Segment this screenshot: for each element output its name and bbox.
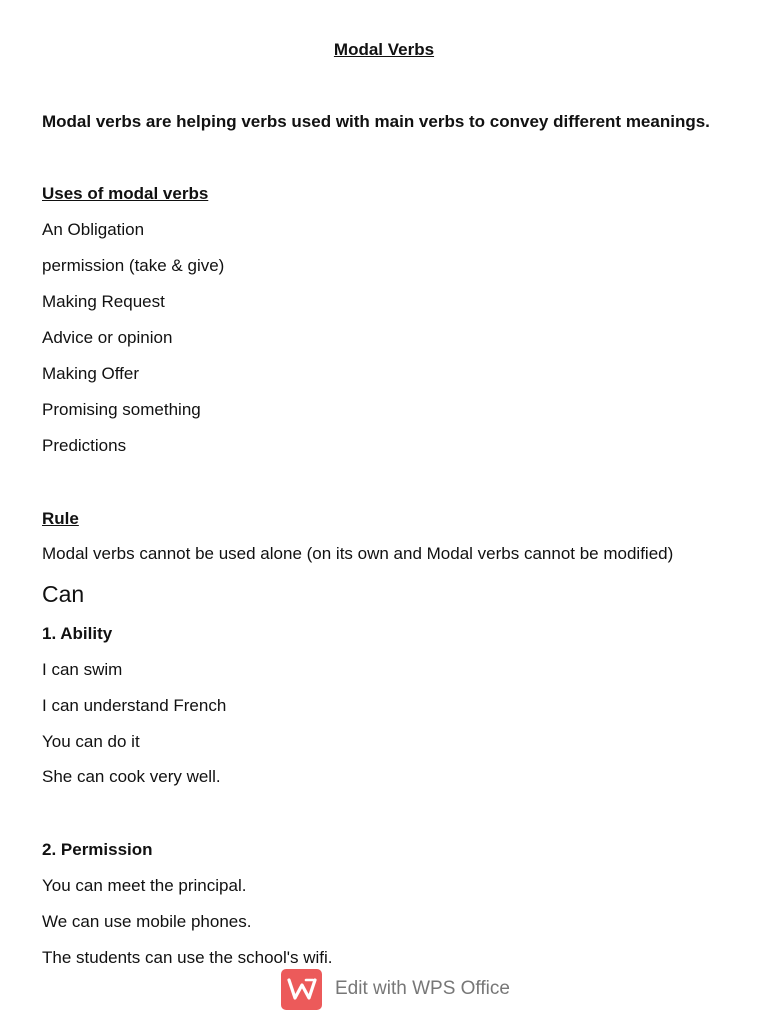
wps-w-glyph-icon: [287, 977, 317, 1001]
rule-text: Modal verbs cannot be used alone (on its own and Modal verbs cannot be modified): [42, 544, 674, 563]
ability-heading: 1. Ability: [42, 624, 113, 643]
permission-heading: 2. Permission: [42, 840, 153, 859]
edit-with-wps-label[interactable]: Edit with WPS Office: [335, 978, 510, 999]
use-item: Predictions: [42, 436, 127, 455]
use-item: Advice or opinion: [42, 328, 173, 347]
rule-heading: Rule: [42, 509, 79, 528]
ability-example: You can do it: [42, 732, 140, 751]
wps-office-logo-icon[interactable]: [281, 969, 322, 1010]
use-item: Promising something: [42, 400, 201, 419]
ability-example: I can swim: [42, 660, 123, 679]
permission-example: We can use mobile phones.: [42, 912, 252, 931]
use-item: permission (take & give): [42, 256, 225, 275]
use-item: An Obligation: [42, 220, 145, 239]
document-title: Modal Verbs: [333, 40, 435, 59]
uses-heading: Uses of modal verbs: [42, 184, 209, 203]
wps-footer[interactable]: [281, 968, 510, 1010]
ability-example: She can cook very well.: [42, 767, 221, 786]
ability-example: I can understand French: [42, 696, 227, 715]
permission-example: You can meet the principal.: [42, 876, 247, 895]
use-item: Making Offer: [42, 364, 140, 383]
permission-example: The students can use the school's wifi.: [42, 948, 333, 967]
use-item: Making Request: [42, 292, 165, 311]
definition-text: Modal verbs are helping verbs used with main verbs to convey different meanings.: [42, 112, 710, 131]
can-heading: Can: [42, 581, 85, 607]
